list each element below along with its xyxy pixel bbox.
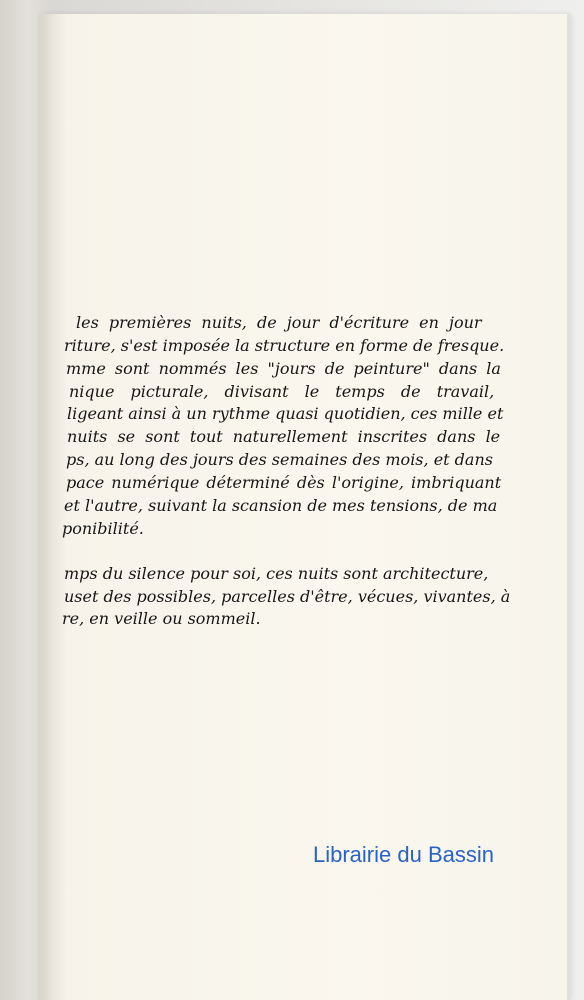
text-line: les premières nuits, de jour d'écriture en jour: [76, 313, 482, 332]
watermark-label: Librairie du Bassin: [313, 842, 494, 867]
text-line: et l'autre, suivant la scansion de mes tensions, de ma: [64, 496, 498, 515]
text-line: mps du silence pour soi, ces nuits sont architecture,: [64, 564, 489, 583]
text-line: nique picturale, divisant le temps de travail,: [69, 382, 495, 401]
text-line: pace numérique déterminé dès l'origine, imbriquant: [66, 473, 502, 492]
text-line: ponibilité.: [62, 519, 144, 538]
text-line: ligeant ainsi à un rythme quasi quotidien, ces mille et: [67, 404, 504, 423]
text-line: uset des possibles, parcelles d'être, vécues, vivantes, à: [64, 587, 511, 606]
text-line: nuits se sont tout naturellement inscrites dans le: [67, 427, 501, 446]
text-line: re, en veille ou sommeil.: [62, 609, 261, 628]
text-line: ps, au long des jours des semaines des mois, et dans: [66, 450, 493, 469]
text-line: mme sont nommés les "jours de peinture" dans la: [66, 359, 501, 378]
text-line: riture, s'est imposée la structure en forme de fresque.: [64, 336, 505, 355]
